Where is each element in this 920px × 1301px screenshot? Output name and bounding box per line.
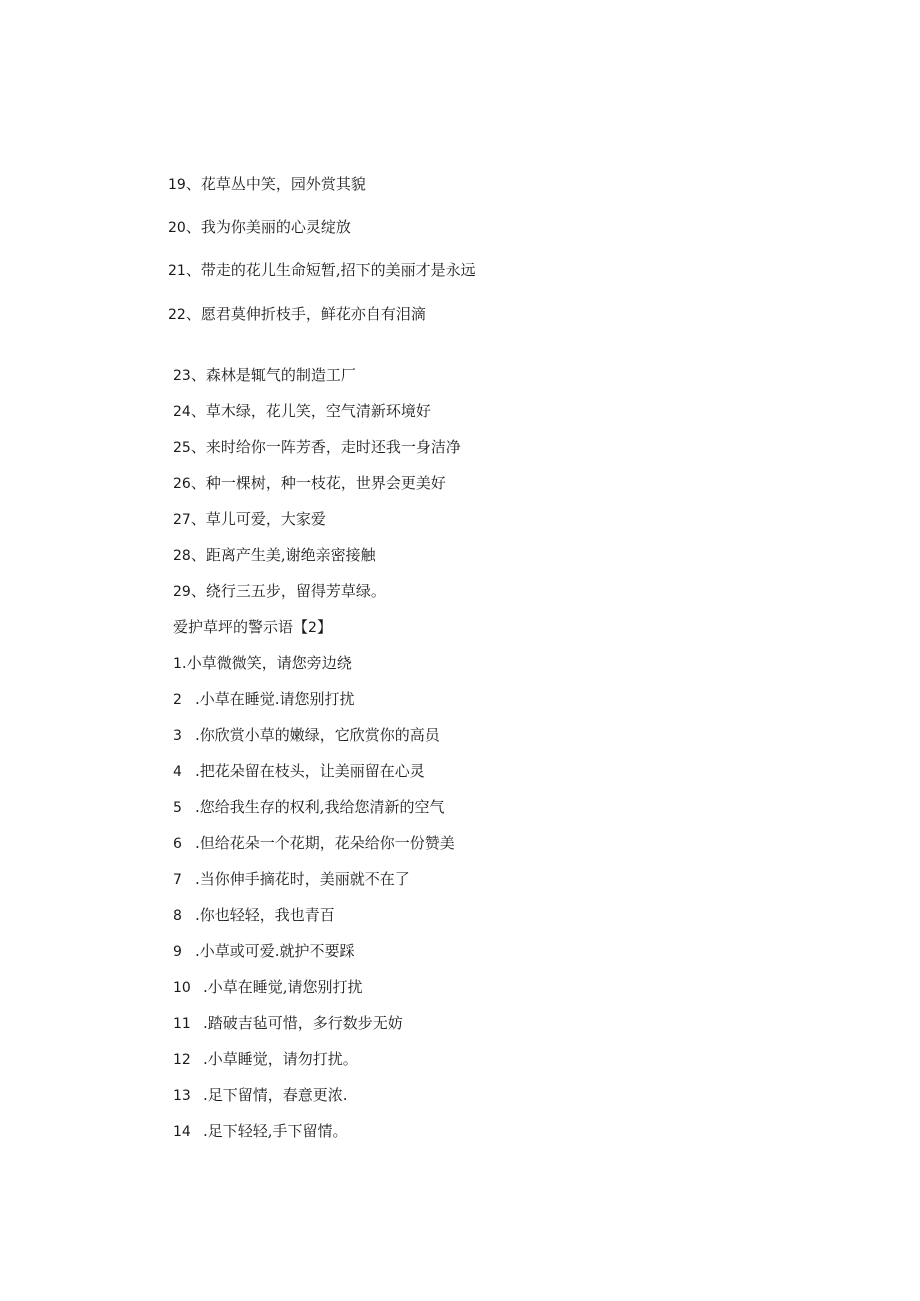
item-text: 、来时给你一阵芳香，走时还我一身洁净 <box>190 438 461 456</box>
item-text: 、森林是辄气的制造工厂 <box>190 366 356 384</box>
heading-number: 2 <box>308 620 317 636</box>
item-number: 29 <box>173 584 191 600</box>
item-number: 10 <box>173 980 191 996</box>
warning-line-9 <box>173 941 355 962</box>
item-text: .当你伸手摘花时，美丽就不在了 <box>195 870 410 888</box>
slogan-line-20 <box>168 217 351 238</box>
slogan-line-24 <box>173 401 431 422</box>
slogan-line-22 <box>168 304 426 325</box>
item-number: 4 <box>173 764 182 780</box>
slogan-line-26 <box>173 473 446 494</box>
item-number: 5 <box>173 800 182 816</box>
item-text: .踏破吉毡可惜，多行数步无妨 <box>203 1014 403 1032</box>
warning-line-14 <box>173 1121 348 1142</box>
slogan-line-23 <box>173 365 356 386</box>
slogan-line-28 <box>173 545 376 566</box>
item-text: 、草木绿，花儿笑，空气清新环境好 <box>190 402 431 420</box>
item-text: 、距离产生美,谢绝亲密接触 <box>190 546 376 564</box>
section-heading <box>173 617 332 638</box>
item-number: 8 <box>173 908 182 924</box>
item-text: .足下留情，春意更浓. <box>203 1086 348 1104</box>
item-number: 25 <box>173 440 191 456</box>
item-text: .小草在睡觉,请您别打扰 <box>203 978 363 996</box>
slogan-line-29 <box>173 581 386 602</box>
item-text: .你也轻轻，我也青百 <box>195 906 335 924</box>
item-number: 9 <box>173 944 182 960</box>
item-text: 、种一棵树，种一枝花，世界会更美好 <box>190 474 446 492</box>
item-number: 28 <box>173 548 191 564</box>
item-text: 、带走的花儿生命短暂,招下的美丽才是永远 <box>185 261 476 279</box>
item-number: 21 <box>168 263 186 279</box>
warning-line-11 <box>173 1013 403 1034</box>
item-number: 19 <box>168 177 186 193</box>
warning-line-5 <box>173 797 445 818</box>
heading-bracket-open: 【 <box>293 618 309 636</box>
item-number: 23 <box>173 368 191 384</box>
item-number: 1 <box>173 656 182 672</box>
item-number: 24 <box>173 404 191 420</box>
item-text: .小草微微笑，请您旁边绕 <box>181 654 352 672</box>
warning-line-6 <box>173 833 455 854</box>
item-text: .足下轻轻,手下留情。 <box>203 1122 348 1140</box>
slogan-line-19 <box>168 174 366 195</box>
item-number: 3 <box>173 728 182 744</box>
warning-line-13 <box>173 1085 348 1106</box>
item-text: .你欣赏小草的嫩绿，它欣赏你的高员 <box>195 726 440 744</box>
warning-line-4 <box>173 761 425 782</box>
item-text: .您给我生存的权利,我给您清新的空气 <box>195 798 445 816</box>
item-text: .但给花朵一个花期，花朵给你一份赞美 <box>195 834 455 852</box>
heading-text: 爱护草坪的警示语 <box>173 618 294 636</box>
item-number: 26 <box>173 476 191 492</box>
item-text: 、花草丛中笑，园外赏其貌 <box>185 175 366 193</box>
item-text: 、草儿可爱，大家爱 <box>190 510 326 528</box>
slogan-line-25 <box>173 437 461 458</box>
warning-line-12 <box>173 1049 358 1070</box>
slogan-line-21 <box>168 260 476 281</box>
item-text: .小草睡觉，请勿打扰。 <box>203 1050 358 1068</box>
item-text: 、我为你美丽的心灵绽放 <box>185 218 351 236</box>
slogan-line-27 <box>173 509 326 530</box>
item-number: 13 <box>173 1088 191 1104</box>
item-text: 、愿君莫伸折枝手，鲜花亦自有泪滴 <box>185 305 426 323</box>
warning-line-2 <box>173 689 355 710</box>
warning-line-8 <box>173 905 335 926</box>
item-text: .把花朵留在枝头，让美丽留在心灵 <box>195 762 425 780</box>
item-number: 6 <box>173 836 182 852</box>
warning-line-10 <box>173 977 363 998</box>
warning-line-1 <box>173 653 352 674</box>
item-text: 、绕行三五步，留得芳草绿。 <box>190 582 386 600</box>
item-number: 12 <box>173 1052 191 1068</box>
item-number: 20 <box>168 220 186 236</box>
item-number: 14 <box>173 1124 191 1140</box>
warning-line-3 <box>173 725 440 746</box>
item-number: 2 <box>173 692 182 708</box>
warning-line-7 <box>173 869 410 890</box>
heading-bracket-close: 】 <box>316 618 332 636</box>
item-number: 7 <box>173 872 182 888</box>
item-text: .小草在睡觉.请您别打扰 <box>195 690 355 708</box>
item-number: 27 <box>173 512 191 528</box>
item-number: 11 <box>173 1016 191 1032</box>
item-text: .小草或可爱.就护不要踩 <box>195 942 355 960</box>
item-number: 22 <box>168 307 186 323</box>
